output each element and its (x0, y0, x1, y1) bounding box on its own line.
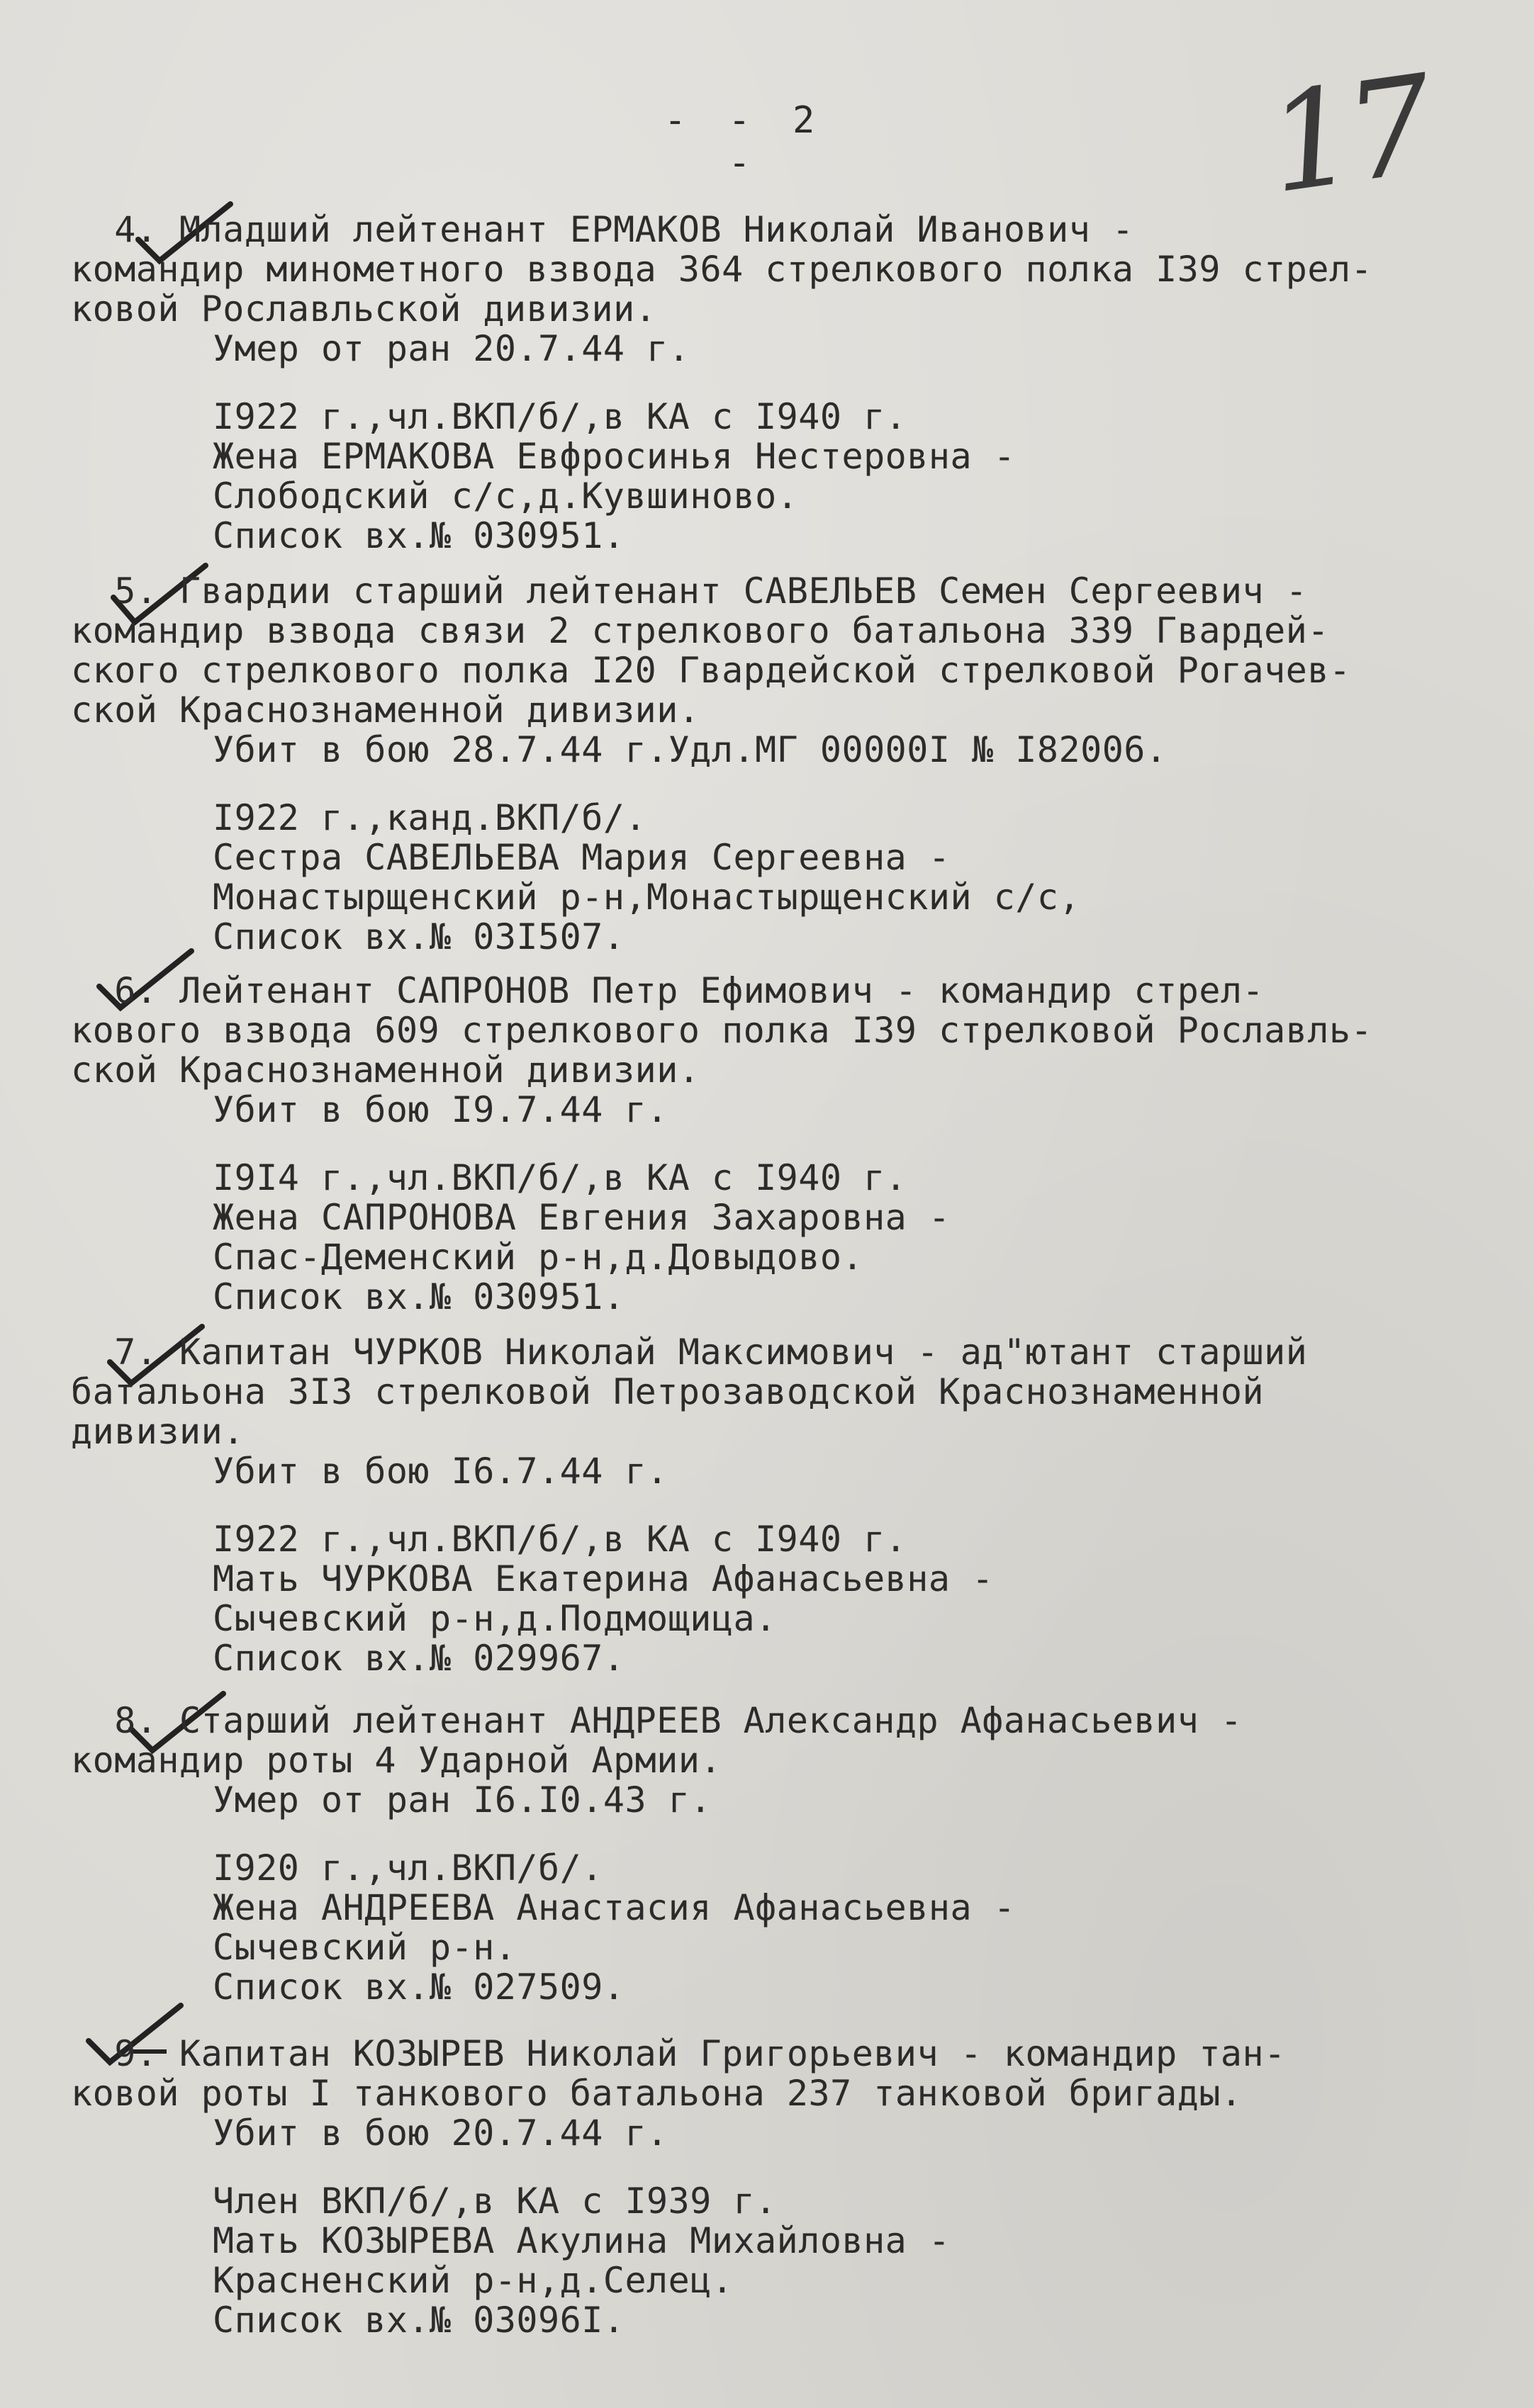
detail-line: Список вх.№ 029967. (213, 1638, 625, 1679)
entry-line: командир минометного взвода 364 стрелкового полка I39 стрел- (71, 249, 1373, 290)
detail-line: Список вх.№ 030951. (213, 1276, 625, 1317)
death-info: Умер от ран 20.7.44 г. (213, 328, 690, 369)
entry-4 (71, 210, 1503, 556)
page-number: - - 2 - (664, 99, 825, 184)
entry-line: дивизии. (71, 1411, 245, 1452)
detail-line: Список вх.№ 030951. (213, 515, 625, 556)
entry-line: ского стрелкового полка I20 Гвардейской стрелковой Рогачев- (71, 650, 1351, 691)
detail-line: I922 г.,чл.ВКП/б/,в КА с I940 г. (213, 396, 907, 437)
detail-line: Сычевский р-н. (213, 1927, 517, 1968)
entry-line: 8. Старший лейтенант АНДРЕЕВ Александр Афанасьевич - (71, 1700, 1243, 1741)
entry-5 (71, 571, 1503, 957)
sheet-number-handwritten: 17 (1258, 46, 1437, 224)
entry-line: командир роты 4 Ударной Армии. (71, 1740, 722, 1781)
death-info: Убит в бою I6.7.44 г. (213, 1451, 668, 1492)
death-info: Умер от ран I6.I0.43 г. (213, 1779, 712, 1821)
entry-7 (71, 1332, 1503, 1678)
detail-line: Список вх.№ 03I507. (213, 916, 625, 957)
entry-line: кового взвода 609 стрелкового полка I39 стрелковой Рославль- (71, 1010, 1373, 1051)
detail-line: Мать КОЗЫРЕВА Акулина Михайловна - (213, 2220, 951, 2261)
detail-line: Сычевский р-н,д.Подмощица. (213, 1598, 777, 1639)
entry-line: 9. Капитан КОЗЫРЕВ Николай Григорьевич - командир тан- (71, 2033, 1286, 2074)
detail-line: Жена АНДРЕЕВА Анастасия Афанасьевна - (213, 1887, 1016, 1928)
entry-line: ской Краснознаменной дивизии. (71, 1050, 700, 1091)
detail-line: I9I4 г.,чл.ВКП/б/,в КА с I940 г. (213, 1157, 907, 1198)
entry-line: батальона 3I3 стрелковой Петрозаводской Краснознаменной (71, 1371, 1265, 1412)
detail-line: Член ВКП/б/,в КА с I939 г. (213, 2181, 777, 2222)
death-info: Убит в бою I9.7.44 г. (213, 1089, 668, 1130)
entry-line: 5. Гвардии старший лейтенант САВЕЛЬЕВ Семен Сергеевич - (71, 570, 1308, 612)
death-info: Убит в бою 20.7.44 г. (213, 2112, 668, 2154)
detail-line: Мать ЧУРКОВА Екатерина Афанасьевна - (213, 1558, 994, 1599)
detail-line: Слободский с/с,д.Кувшиново. (213, 476, 799, 517)
entry-line: 6. Лейтенант САПРОНОВ Петр Ефимович - командир стрел- (71, 970, 1265, 1011)
detail-line: I922 г.,канд.ВКП/б/. (213, 797, 647, 838)
detail-line: Жена САПРОНОВА Евгения Захаровна - (213, 1197, 951, 1238)
detail-line: I922 г.,чл.ВКП/б/,в КА с I940 г. (213, 1519, 907, 1560)
entry-line: ковой роты I танкового батальона 237 танковой бригады. (71, 2073, 1243, 2114)
detail-line: Спас-Деменский р-н,д.Довыдово. (213, 1237, 864, 1278)
detail-line: Сестра САВЕЛЬЕВА Мария Сергеевна - (213, 837, 951, 878)
detail-line: Монастырщенский р-н,Монастырщенский с/с, (213, 877, 1081, 918)
detail-line: Жена ЕРМАКОВА Евфросинья Нестеровна - (213, 436, 1016, 477)
entry-line: командир взвода связи 2 стрелкового батальона 339 Гвардей- (71, 610, 1329, 651)
detail-line: Список вх.№ 027509. (213, 1967, 625, 2008)
entry-9 (71, 2034, 1503, 2340)
entry-line: ской Краснознаменной дивизии. (71, 690, 700, 731)
entry-line: 4. Младший лейтенант ЕРМАКОВ Николай Иванович - (71, 209, 1134, 250)
death-info: Убит в бою 28.7.44 г.Удл.МГ 00000I № I82006. (213, 729, 1168, 770)
detail-line: Красненский р-н,д.Селец. (213, 2260, 734, 2301)
entry-line: ковой Рославльской дивизии. (71, 288, 657, 330)
detail-line: I920 г.,чл.ВКП/б/. (213, 1847, 603, 1889)
entry-line: 7. Капитан ЧУРКОВ Николай Максимович - ад"ютант старший (71, 1332, 1308, 1373)
entry-6 (71, 971, 1503, 1317)
detail-line: Список вх.№ 03096I. (213, 2300, 625, 2341)
entry-8 (71, 1701, 1503, 2007)
